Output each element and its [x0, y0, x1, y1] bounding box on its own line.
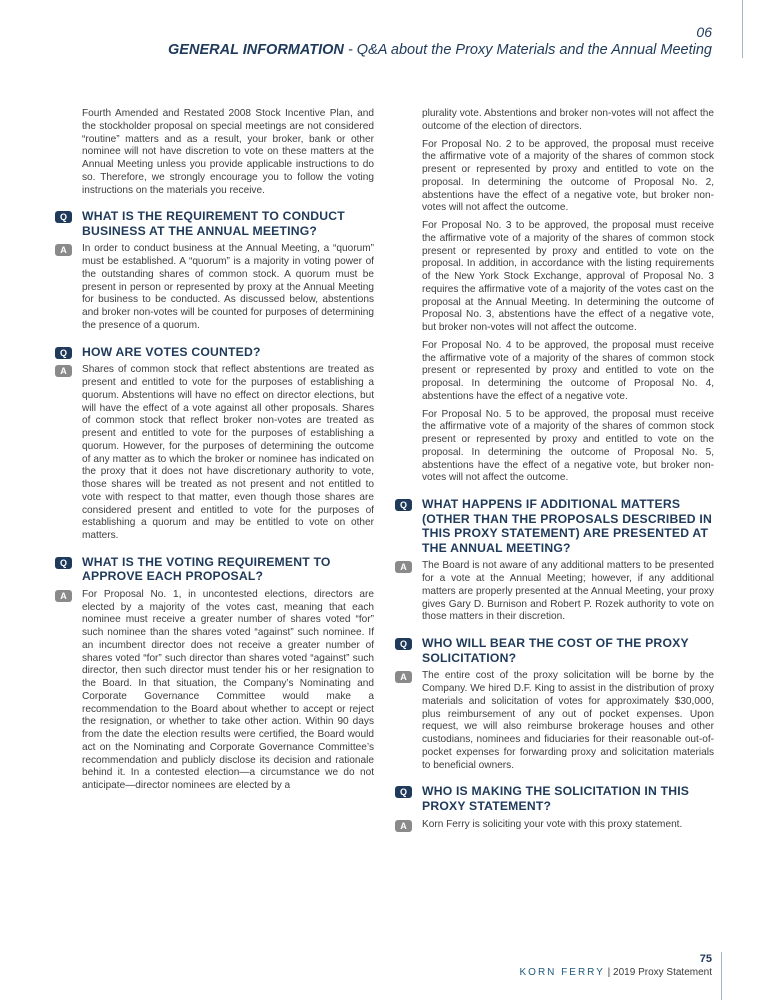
question-text: WHO WILL BEAR THE COST OF THE PROXY SOLICITATION? [422, 636, 689, 665]
answer-badge-icon: A [395, 561, 412, 573]
page-title [168, 41, 712, 59]
question-badge-icon: Q [395, 786, 412, 798]
answer-badge-icon: A [395, 820, 412, 832]
question-text: WHAT HAPPENS IF ADDITIONAL MATTERS (OTHER THAN THE PROPOSALS DESCRIBED IN THIS PROXY STATEMENT) ARE PRESENTED AT THE ANNUAL MEETING? [422, 497, 712, 555]
question-text: WHAT IS THE REQUIREMENT TO CONDUCT BUSINESS AT THE ANNUAL MEETING? [82, 209, 345, 238]
answer-badge-icon: A [395, 671, 412, 683]
page-number: 75 [699, 953, 712, 965]
body-paragraph: For Proposal No. 2 to be approved, the proposal must receive the affirmative vote of a majority of the shares of common stock present or represented by proxy and entitled to vote on the proposal. In determining the outcome of Proposal No. 2, abstentions have the effect of a negative vote, but broker non-votes will not affect the outcome. [422, 138, 714, 214]
answer [60, 364, 374, 543]
answer [400, 670, 714, 772]
answer-text: Shares of common stock that reflect abstentions are treated as present and entitled to vote for the purposes of establishing a quorum. Abstentions will have no effect on director elections, but will have the effect of a vote against all other proposals. Shares of common stock that reflect broker non-votes are treated as present and entitled to vote for the purposes of establishing a quorum. However, for the purposes of determining the outcome of any matter as to which the broker or nominee has indicated on the proxy that it does not have discretionary authority to vote, those shares will be treated as not present and not entitled to vote with respect to that matter, even though those shares are considered present and entitled to vote for the purposes of establishing a quorum and may be entitled to vote on other matters. [82, 364, 374, 542]
page-title-bold: GENERAL INFORMATION [168, 42, 344, 58]
question-badge-icon: Q [395, 499, 412, 511]
page-title-rest: - Q&A about the Proxy Materials and the Annual Meeting [343, 42, 712, 58]
answer-text: The entire cost of the proxy solicitation will be borne by the Company. We hired D.F. King to assist in the distribution of proxy materials and solicitation of votes for approximately $30,000, plus reimbursement of any out of pocket expenses. Upon request, we will also reimburse brokerage houses and other custodians, nominees and fiduciaries for their reasonable out-of-pocket expenses for forwarding proxy and solicitation materials to beneficial owners. [422, 670, 714, 771]
question-badge-icon: Q [395, 638, 412, 650]
section-number: 06 [696, 24, 712, 40]
question-badge-icon: Q [55, 211, 72, 223]
document-name: | 2019 Proxy Statement [604, 967, 712, 978]
question [399, 497, 714, 555]
answer-text: Korn Ferry is soliciting your vote with this proxy statement. [422, 818, 683, 830]
answer-text: The Board is not aware of any additional matters to be presented for a vote at the Annual Meeting; however, if any additional matters are properly presented at the Annual Meeting, your proxy gives Gary D. Burnison and Robert P. Rozek authority to vote on those matters in their discretion. [422, 560, 714, 623]
answer-badge-icon: A [55, 244, 72, 256]
answer-badge-icon: A [55, 590, 72, 602]
question-text: WHO IS MAKING THE SOLICITATION IN THIS PROXY STATEMENT? [422, 784, 690, 813]
bottom-rule [721, 952, 722, 1000]
left-column [59, 108, 374, 798]
answer-text: In order to conduct business at the Annual Meeting, a “quorum” must be established. A “quorum” is a majority in voting power of the outstanding shares of common stock. A quorum must be present in person or represented by proxy at the Annual Meeting for business to be conducted. As discussed below, abstentions and broker non-votes will be counted for purposes of determining the presence of a quorum. [82, 243, 374, 331]
top-rule [742, 0, 743, 58]
page-footer [520, 952, 713, 980]
question [59, 344, 374, 360]
question-text: HOW ARE VOTES COUNTED? [82, 344, 261, 359]
footer-brand [520, 966, 713, 980]
question-badge-icon: Q [55, 557, 72, 569]
question [59, 209, 374, 238]
question-badge-icon: Q [55, 347, 72, 359]
intro-paragraph: Fourth Amended and Restated 2008 Stock Incentive Plan, and the stockholder proposal on special meetings are not considered “routine” matters and as a result, your broker, bank or other nominee will not have discretion to vote on these matters at the Annual Meeting unless you provide applicable instructions to do so. Therefore, we strongly encourage you to follow the voting instructions on the materials you receive. [82, 108, 374, 196]
answer-badge-icon: A [55, 365, 72, 377]
answer [400, 818, 714, 832]
body-paragraph: For Proposal No. 4 to be approved, the proposal must receive the affirmative vote of a majority of the shares of common stock present or represented by proxy and entitled to vote on the proposal. In determining the outcome of Proposal No. 4, abstentions have the effect of a negative vote. [422, 339, 714, 402]
body-paragraph: For Proposal No. 5 to be approved, the proposal must receive the affirmative vote of a majority of the shares of common stock present or represented by proxy and entitled to vote on the proposal. In determining the outcome of Proposal No. 5, abstentions have the effect of a negative vote, but broker non-votes will not affect the outcome. [422, 408, 714, 484]
answer [60, 588, 374, 793]
body-paragraph: plurality vote. Abstentions and broker non-votes will not affect the outcome of the election of directors. [422, 108, 714, 132]
question [59, 554, 374, 584]
question [399, 636, 714, 665]
question [399, 784, 714, 813]
page-header [168, 24, 712, 59]
answer [400, 560, 714, 624]
answer [60, 243, 374, 332]
answer-text: For Proposal No. 1, in uncontested elections, directors are elected by a majority of the votes cast, meaning that each nominee must receive a greater number of shares voted “for” such nominee than the shares voted “against” such nominee. If an incumbent director does not receive a greater number of shares voted “for” such director than shares voted “against” such director, then such director must tender his or her resignation to the Board. In that situation, the Company’s Nominating and Corporate Governance Committee would make a recommendation to the Board about whether to accept or reject the resignation, or whether to take other action. Within 90 days from the date the election results were certified, the Board would act on the Nominating and Corporate Governance Committee’s recommendation and publicly disclose its decision and rationale behind it. In a contested election—a circumstance we do not anticipate—director nominees are elected by a [82, 588, 374, 792]
question-text: WHAT IS THE VOTING REQUIREMENT TO APPROVE EACH PROPOSAL? [82, 554, 331, 584]
korn-ferry-logo: KORN FERRY [519, 967, 605, 978]
right-column [399, 108, 714, 836]
body-paragraph: For Proposal No. 3 to be approved, the proposal must receive the affirmative vote of a majority of the shares of common stock present or represented by proxy and entitled to vote on the proposal. In addition, in accordance with the listing requirements of the New York Stock Exchange, approval of Proposal No. 3 requires the affirmative vote of a majority of the votes cast on the proposal at the Annual Meeting. In determining the outcome of Proposal No. 3, abstentions have the effect of a negative vote, but broker non-votes will not affect the outcome. [422, 220, 714, 333]
